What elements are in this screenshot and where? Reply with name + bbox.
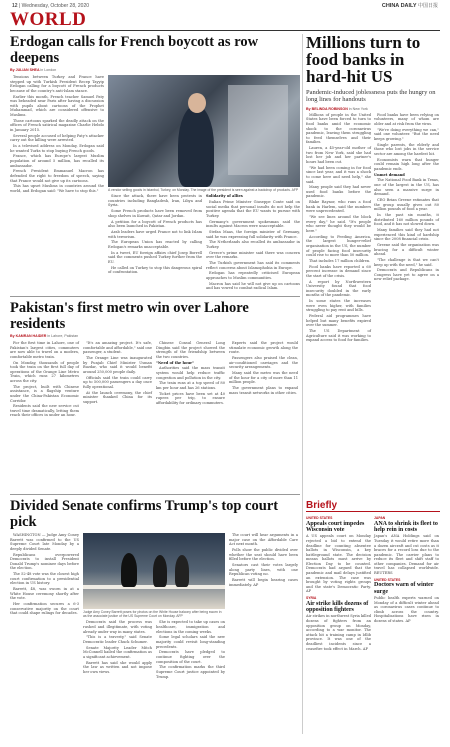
briefly-section bbox=[306, 500, 440, 651]
page-info bbox=[12, 3, 89, 9]
paragraph: Those cartoons sparked the deadly attack on the offices of French satirical magazine Charlie Hebdo in January 2015. bbox=[10, 118, 104, 132]
paragraph: Many said the metro was the need of the hour for a city of more than 11 million people. bbox=[229, 370, 298, 385]
paragraph: Macron has said he will not give up on cartoons and has vowed to combat radical Islam. bbox=[206, 281, 300, 291]
paragraph: The government plans to expand mass transit networks in other cities. bbox=[229, 385, 298, 395]
paragraph: Authorities said the mass transit system would help reduce traffic congestion and pollution in the city. bbox=[156, 366, 225, 380]
subhead: Solidarity of allies bbox=[206, 194, 243, 199]
pakistan-body bbox=[10, 341, 300, 419]
briefly-body bbox=[306, 514, 440, 651]
paragraph: The project, built with Chinese assistance, is a flagship venture under the China-Pakistan Economic Corridor. bbox=[10, 384, 79, 403]
paragraph: The 52-48 vote was the closest high court confirmation to a presidential election in US history. bbox=[10, 572, 79, 586]
paragraph: The Turkish government has said its comments reflect concerns about Islamophobia in Europe. bbox=[206, 261, 300, 270]
paragraph: Barrett will begin hearing cases immediately. AP bbox=[229, 577, 298, 587]
food-bank-byline-role: in New York bbox=[348, 106, 368, 111]
paragraph: Barrett, 48, was sworn in at a White House ceremony shortly after the vote. bbox=[10, 587, 79, 601]
paragraph: Ticket prices have been set at 40 rupees per trip, to ensure affordability for ordinary commuters. bbox=[156, 391, 225, 405]
paragraph: A petition for a boycott of French products has also been launched in Pakistan. bbox=[108, 219, 202, 229]
paragraph: At the launch ceremony, the chief minister thanked China for its support. bbox=[83, 390, 152, 404]
senate-col-3 bbox=[156, 620, 225, 680]
briefly-col-2 bbox=[374, 514, 439, 651]
paragraph: She is expected to take up cases on healthcare, immigration and elections in the coming weeks. bbox=[156, 620, 225, 634]
erdogan-byline-name: By JULIAN SHEA bbox=[10, 68, 40, 72]
paragraph: Tensions between Turkey and France have stepped up with Turkish President Recep Tayyip Erdogan calling for a boycott of French products because of the country's anti-Islam stance. bbox=[10, 75, 104, 93]
paragraph: The train runs at a top speed of 80 km per hour and has 26 stations. bbox=[156, 381, 225, 390]
paragraph: Democrats and Republicans in Congress have yet to agree on a new relief package. bbox=[374, 268, 439, 282]
paragraph: According to Feeding America, the largest hunger-relief organisation in the US, the number of people facing food insecurity could rise to more than 50 million. bbox=[306, 234, 371, 258]
erdogan-headline[interactable]: Erdogan calls for French boycott as row deepens bbox=[10, 34, 259, 66]
senate-caption: Judge Amy Coney Barrett poses for photos on the White House balcony after being sworn in as the associate justice of the US Supreme Court on Monday. AFP bbox=[83, 610, 222, 619]
food-bank-body bbox=[306, 113, 440, 344]
paragraph: "We're doing everything we can," said one volunteer. "But the need keeps growing." bbox=[374, 127, 439, 141]
senate-col-2 bbox=[83, 620, 152, 680]
paragraph: Experts said the project would stimulate economic growth along the route. bbox=[229, 341, 298, 355]
brand-name: CHINA DAILY bbox=[381, 3, 417, 9]
paragraph: For the first time in Lahore, one of Pakistan's largest cities, commuters are now able to travel on a modern, comfortable metro train. bbox=[10, 341, 79, 359]
paragraph: In some states the increases were even higher, with families struggling to pay rent and bills. bbox=[306, 299, 371, 313]
paragraph: The Netherlands also recalled its ambassador in Turkey. bbox=[206, 240, 300, 249]
paragraph: A report by Northwestern University found that food insecurity doubled in the early months of the pandemic. bbox=[306, 279, 371, 298]
paragraph: Single parents, the elderly and those who lost jobs in the service sector are among the hardest hit. bbox=[374, 142, 439, 156]
paragraph: The National Food Bank in Texas, one of the largest in the US, has also seen a massive surge in demand. bbox=[374, 178, 439, 197]
paragraph: French President Emmanuel Macron has defended the right to freedom of speech, saying that France would not give up its cartoons. bbox=[10, 169, 104, 183]
erdogan-photo bbox=[108, 75, 300, 187]
paragraph: Erdogan has repeatedly criticised European approaches to Muslim communities. bbox=[206, 271, 300, 281]
paragraph: The court will hear arguments in a major case on the Affordable Care Act next month. bbox=[229, 533, 298, 547]
paragraph: He called on Turkey to stop this dangerous spiral of confrontation. bbox=[108, 265, 202, 275]
food-bank-byline bbox=[306, 107, 440, 111]
paragraph: Greene said the organisation was bracing for a difficult winter ahead. bbox=[374, 242, 439, 257]
photo-figure bbox=[175, 555, 189, 587]
paragraph: Earlier this month, French teacher Samuel Paty was beheaded near Paris after having a discussion with pupils about cartoons of the Prophet Muhammad, which are considered offensive to Muslims. bbox=[10, 94, 104, 117]
pakistan-byline-name: By KAMRAN HAIDER bbox=[10, 334, 47, 338]
senate-col-1 bbox=[10, 533, 79, 680]
page-date: | Wednesday, October 28, 2020 bbox=[18, 2, 89, 9]
paragraph: Officials said the train could carry up to 500,000 passengers a day once fully operational. bbox=[83, 375, 152, 389]
erdogan-col-2 bbox=[108, 194, 202, 292]
brief-headline[interactable]: ANA to shrink its fleet to help rein in costs bbox=[374, 520, 438, 533]
subhead: "Need of the hour" bbox=[156, 360, 194, 365]
erdogan-byline-role: in London bbox=[40, 68, 57, 72]
paragraph: Economists warn that hunger could remain high long after the pandemic ends. bbox=[374, 157, 439, 171]
food-bank-deck: Pandemic-induced joblessness puts the hungry on long lines for handouts bbox=[306, 89, 436, 104]
paragraph: Barrett has said she would apply the law as written and not impose her own views. bbox=[83, 660, 152, 674]
photo-figure bbox=[178, 105, 214, 187]
brief-text: Japan's ANA Holdings said on Tuesday it would retire more than a dozen aircraft and cut costs as it braces for a record loss due to the pandemic. The carrier plans to reduce its fleet and shift staff to other companies. Demand for air travel has collapsed worldwide. REUTERS bbox=[374, 534, 439, 576]
section-rule bbox=[10, 494, 300, 495]
erdogan-col-3 bbox=[206, 194, 300, 292]
pakistan-story bbox=[10, 300, 300, 419]
paragraph: "We had been coming in for food since last year, and it was a shock to come here and need help," she said. bbox=[306, 165, 371, 184]
senate-photo bbox=[83, 533, 225, 609]
brief-place: SYRIA bbox=[306, 596, 317, 601]
pakistan-col-1 bbox=[10, 341, 79, 419]
erdogan-byline bbox=[10, 68, 300, 72]
paragraph: Many families said they had not experienced this kind of hardship since the 2008 financial crisis. bbox=[374, 227, 439, 242]
paragraph: Chinese Consul General Long Dingbin said the project showed the strength of the friendship between the two countries. bbox=[156, 341, 225, 359]
paragraph: Blake Raynor, who runs a food bank in Harlem, said the numbers were unprecedented. bbox=[306, 200, 371, 214]
pakistan-col-2 bbox=[83, 341, 152, 419]
paragraph: On Monday, thousands of people took the train on the first full day of operations of the Orange Line Metro Train, which runs 27 kilometres across the city. bbox=[10, 360, 79, 383]
food-bank-headline[interactable]: Millions turn to food banks in hard-hit US bbox=[306, 33, 421, 86]
paragraph: Federal aid programmes have helped but many benefits expired over the summer. bbox=[306, 314, 371, 328]
food-bank-col-1 bbox=[306, 113, 371, 344]
paragraph: Germany's government spokesman said the insults against Macron were unacceptable. bbox=[206, 219, 300, 229]
paragraph: Democrats have pledged to continue fighting over the composition of the court. bbox=[156, 650, 225, 664]
pakistan-byline-role: in Lahore, Pakistan bbox=[47, 334, 79, 338]
page-number: 12 bbox=[12, 2, 18, 9]
paragraph: Many people said they had never used food banks before the pandemic. bbox=[306, 185, 371, 199]
paragraph: Her confirmation secures a 6-3 conservative majority on the court that could shape rulings for decades. bbox=[10, 602, 79, 616]
paragraph: The European Union has reacted by calling Erdogan's remarks unacceptable. bbox=[108, 240, 202, 249]
paragraph: CEO Brian Greene estimates that the group usually gives out 80 million pounds of food a year. bbox=[374, 198, 439, 212]
pakistan-headline[interactable]: Pakistan's first metro win over Lahore residents bbox=[10, 300, 249, 332]
pakistan-col-4 bbox=[229, 341, 298, 419]
paragraph: Several people accused of helping Paty's attacker carry out the killing were arrested. bbox=[10, 133, 104, 143]
erdogan-col-1 bbox=[10, 75, 104, 292]
brief-place: UNITED STATES bbox=[306, 516, 333, 520]
paragraph: In the past six months, it distributed 160 million pounds of food, and it has not slowed down. bbox=[374, 213, 439, 227]
paragraph: "This is a travesty," said Senate Democratic leader Chuck Schumer. bbox=[83, 635, 152, 644]
paragraph: Democrats said the process was rushed and illegitimate, with voting already under way in many states. bbox=[83, 620, 152, 634]
paragraph: Some French products have been removed from shop shelves in Kuwait, Qatar and Jordan. bbox=[108, 209, 202, 218]
paragraph: The US Department of Agriculture said it was working to expand access to food for families. bbox=[306, 329, 371, 343]
brief-headline[interactable]: Appeals court impedes Wisconsin vote bbox=[306, 520, 365, 533]
pakistan-byline bbox=[10, 334, 300, 338]
paragraph: Polls show the public divided over whether the seat should have been filled before the election. bbox=[229, 547, 298, 562]
paragraph: The confirmation marks the third Supreme Court justice appointed by Trump. bbox=[156, 665, 225, 679]
photo-background bbox=[228, 85, 288, 175]
paragraph: Food banks have reported a 60 percent increase in demand since the start of the crisis. bbox=[306, 264, 371, 278]
senate-story bbox=[10, 498, 300, 680]
paragraph: In a televised address on Monday, Erdogan said he wanted Turks to stop buying French goods. bbox=[10, 144, 104, 153]
paragraph: Food banks have been relying on volunteers, many of whom are older and at risk from the virus. bbox=[374, 112, 439, 126]
erdogan-caption: A vendor selling goods in Istanbul, Turkey, on Monday. The image of the president is seen against a backdrop of products. AFP bbox=[108, 188, 299, 192]
brief-text: A US appeals court on Monday rejected a bid to extend the deadline for counting absentee ballots in Wisconsin, a key battleground state. The decision means ballots must arrive by Election Day to be counted. Democrats had argued that the pandemic and mail delays justified an extension. The case was brought by voting rights groups and the state's Democratic Party. AP bbox=[306, 534, 371, 594]
column-divider bbox=[302, 34, 303, 734]
food-bank-story bbox=[306, 34, 440, 344]
paragraph: Passengers also praised the clean, air-conditioned carriages and the security arrangements. bbox=[229, 355, 298, 370]
paragraph: Some legal scholars said the new majority could revisit long-standing precedents. bbox=[156, 635, 225, 649]
senate-photo-block bbox=[83, 533, 225, 680]
paragraph: Republicans overpowered Democrats to install President Donald Trump's nominee days before the election. bbox=[10, 552, 79, 571]
paragraph: Greece's prime minister said there was concern over the remarks. bbox=[206, 250, 300, 260]
paragraph: This has upset Muslims in countries around the world, and Erdogan said: "We have to stop this." bbox=[10, 184, 104, 193]
senate-lower-cols bbox=[83, 620, 225, 680]
brief-text: Air strikes in northwest Syria killed dozens of fighters from an opposition group on Monday, according to a war monitor. The attack hit a training camp in Idlib province. It was one of the deadliest incidents since a ceasefire took effect in March. AP bbox=[306, 614, 371, 651]
paragraph: Senate Majority Leader Mitch McConnell hailed the confirmation as a significant achievement. bbox=[83, 645, 152, 659]
paragraph: Stefan Maas, the foreign minister of Germany, said he was expressing full solidarity with France. bbox=[206, 229, 300, 239]
briefly-title: Briefly bbox=[306, 500, 440, 512]
food-bank-byline-name: By BELINDA ROBINSON bbox=[306, 106, 348, 111]
paragraph: Senators cast their votes largely along party lines, with one Republican voting no. bbox=[229, 562, 298, 577]
paragraph: In a tweet, EU foreign affairs chief Josep Borrell said the comments pushed Turkey further from the EU. bbox=[108, 250, 202, 264]
brief-headline[interactable]: Air strike kills dozens of opposition fighters bbox=[306, 600, 369, 613]
paragraph: Millions of people in the United States have been forced to turn to food banks amid the economic shock to the coronavirus pandemic, leaving them struggling to feed themselves and their families. bbox=[306, 112, 371, 145]
briefly-col-1 bbox=[306, 514, 371, 651]
paragraph: "The challenge is that we can't keep up with the need," he said. bbox=[374, 257, 439, 267]
erdogan-lower-cols bbox=[108, 194, 300, 292]
section-rule bbox=[10, 296, 300, 297]
paragraph: WASHINGTON — Judge Amy Coney Barrett was confirmed to the US Supreme Court late Monday by a deeply divided Senate. bbox=[10, 533, 79, 551]
erdogan-story bbox=[10, 34, 300, 292]
photo-figure bbox=[153, 555, 167, 587]
paragraph: The Orange Line was inaugurated by Punjab Chief Minister Usman Buzdar, who said it would benefit around 250,000 people daily. bbox=[83, 355, 152, 374]
brand-chinese: 中国日报 bbox=[417, 3, 438, 9]
pakistan-col-3 bbox=[156, 341, 225, 419]
brief-place: UNITED STATES bbox=[374, 577, 401, 582]
brief-text: Public health experts warned on Monday of a difficult winter ahead as coronavirus cases continue to climb across the country. Hospitalisations have risen in dozens of states. AP bbox=[374, 595, 439, 623]
senate-headline[interactable]: Divided Senate confirms Trump's top court pick bbox=[10, 498, 279, 530]
paragraph: "We see lines around the block every day," he said. "It's people who never thought they would be here." bbox=[306, 215, 371, 233]
senate-col-4 bbox=[229, 533, 298, 680]
section-header bbox=[10, 10, 440, 31]
brand bbox=[382, 2, 438, 9]
photo-figure bbox=[121, 553, 137, 587]
paragraph: Arab leaders have urged France not to link Islam with terrorism. bbox=[108, 229, 202, 239]
paragraph: Since the attack, there have been protests in countries including Bangladesh, Iran, Libya and Syria. bbox=[108, 194, 202, 208]
erdogan-right-block bbox=[108, 75, 300, 292]
food-bank-col-2 bbox=[374, 113, 439, 344]
paragraph: Lauren, a 45-year-old mother of two from New York, said she had lost her job and her partner's hours had been cut. bbox=[306, 146, 371, 164]
brief-headline[interactable]: Doctors warn of winter surge bbox=[374, 582, 434, 595]
paragraph: Residents said the new service cut travel time dramatically, letting them reach their offices in under an hour. bbox=[10, 404, 79, 418]
erdogan-body bbox=[10, 75, 300, 292]
paragraph: That includes 17 million children. bbox=[309, 258, 371, 263]
paragraph: "It's an amazing project. It's safe, comfortable and affordable," said one passenger, a student. bbox=[83, 341, 152, 355]
section-title: WORLD bbox=[10, 9, 87, 30]
brief-place: JAPAN bbox=[374, 516, 386, 520]
subhead: Unmet demand bbox=[374, 172, 405, 177]
paragraph: France, which has Europe's largest Muslim population of around 5 million, has recalled its ambassador. bbox=[10, 154, 104, 168]
paragraph: Italian Prime Minister Giuseppe Conte said on social media that personal insults do not help the positive agenda that the EU wants to pursue with Turkey. bbox=[206, 199, 300, 218]
photo-head bbox=[188, 93, 206, 113]
senate-body bbox=[10, 533, 300, 680]
